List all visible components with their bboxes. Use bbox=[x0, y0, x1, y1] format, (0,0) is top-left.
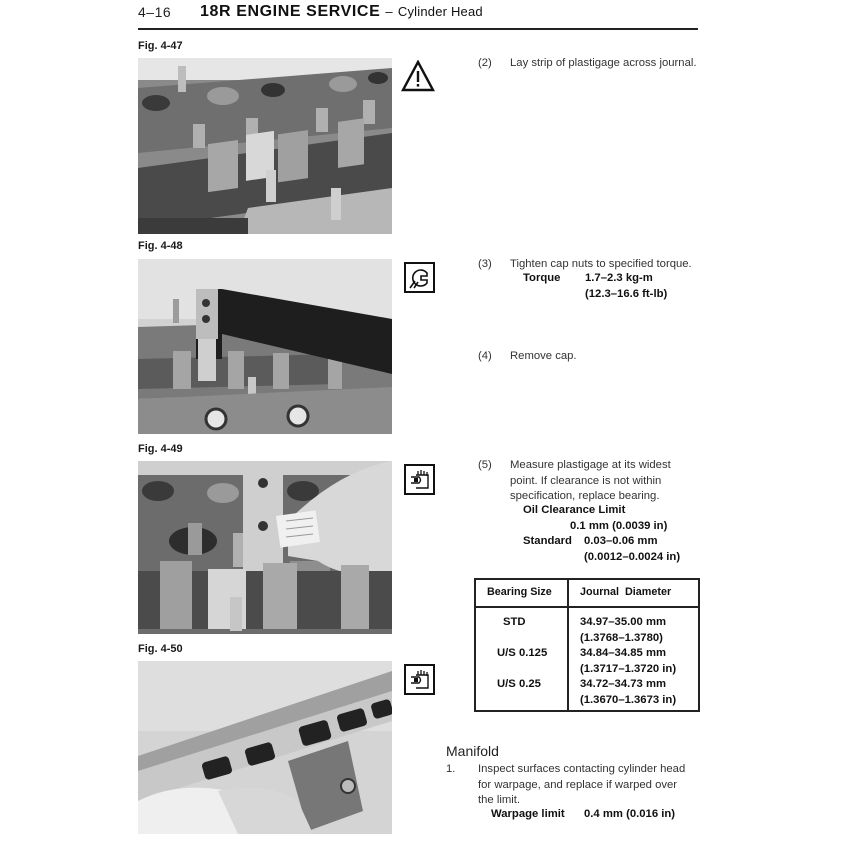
figure-photo-4-48 bbox=[138, 259, 392, 434]
table-header-journal-diameter: Journal Diameter bbox=[580, 586, 672, 598]
figure-label-4-49: Fig. 4-49 bbox=[138, 443, 183, 455]
step-5 bbox=[478, 458, 701, 506]
oil-clearance-value: 0.1 mm (0.0039 in) bbox=[570, 520, 668, 532]
step-3 bbox=[478, 257, 708, 273]
page-title bbox=[200, 3, 483, 21]
table-cell-in: (1.3768–1.3780) bbox=[580, 632, 663, 644]
hand-measure-icon bbox=[404, 464, 435, 495]
warpage-limit-value: 0.4 mm (0.016 in) bbox=[584, 808, 676, 820]
torque-label: Torque bbox=[523, 272, 561, 284]
table-cell-in: (1.3670–1.3673 in) bbox=[580, 694, 677, 706]
step-number: (4) bbox=[478, 350, 492, 362]
hand-measure-icon bbox=[404, 664, 435, 695]
step-number: (2) bbox=[478, 57, 492, 69]
table-cell-size: U/S 0.25 bbox=[497, 678, 541, 690]
title-separator: – bbox=[385, 4, 393, 19]
figure-photo-4-49 bbox=[138, 461, 392, 634]
step-text: Lay strip of plastigage across journal. bbox=[510, 57, 697, 69]
table-divider bbox=[567, 578, 569, 712]
table-header-bearing-size: Bearing Size bbox=[487, 586, 552, 598]
page-number: 4–16 bbox=[138, 4, 172, 20]
standard-value: 0.03–0.06 mm bbox=[584, 535, 658, 547]
torque-value: 1.7–2.3 kg-m bbox=[585, 272, 653, 284]
step-text-line2: point. If clearance is not within bbox=[510, 474, 662, 487]
oil-clearance-label: Oil Clearance Limit bbox=[523, 504, 626, 516]
step-text-line2: for warpage, and replace if warped over bbox=[478, 778, 678, 791]
section-title: 18R ENGINE SERVICE bbox=[200, 3, 381, 20]
step-number: (5) bbox=[478, 459, 492, 471]
table-cell-mm: 34.97–35.00 mm bbox=[580, 616, 667, 628]
table-cell-mm: 34.84–34.85 mm bbox=[580, 647, 667, 659]
step-text: Remove cap. bbox=[510, 350, 577, 362]
standard-value-imperial: (0.0012–0.0024 in) bbox=[584, 551, 681, 563]
standard-label: Standard bbox=[523, 535, 572, 547]
step-4 bbox=[478, 349, 708, 365]
figure-photo-4-50 bbox=[138, 661, 392, 834]
step-text-line1: Inspect surfaces contacting cylinder head bbox=[478, 763, 686, 775]
figure-label-4-48: Fig. 4-48 bbox=[138, 240, 183, 252]
wrench-torque-icon bbox=[404, 262, 435, 293]
step-number: 1. bbox=[446, 763, 456, 775]
table-cell-size: U/S 0.125 bbox=[497, 647, 548, 659]
bearing-size-table bbox=[474, 578, 700, 712]
figure-label-4-50: Fig. 4-50 bbox=[138, 643, 183, 655]
torque-value-imperial: (12.3–16.6 ft-lb) bbox=[585, 288, 668, 300]
figure-label-4-47: Fig. 4-47 bbox=[138, 40, 183, 52]
warpage-limit-label: Warpage limit bbox=[491, 808, 565, 820]
section-subtitle: Cylinder Head bbox=[397, 4, 483, 19]
section-heading-manifold: Manifold bbox=[446, 743, 499, 759]
step-text-line3: the limit. bbox=[478, 794, 521, 806]
step-text: Tighten cap nuts to specified torque. bbox=[510, 258, 692, 270]
step-2 bbox=[478, 56, 708, 72]
table-cell-in: (1.3717–1.3720 in) bbox=[580, 663, 677, 675]
manifold-step-1 bbox=[446, 762, 701, 810]
header-rule bbox=[138, 28, 698, 30]
table-header-rule bbox=[474, 606, 700, 608]
table-cell-size: STD bbox=[503, 616, 526, 628]
table-cell-mm: 34.72–34.73 mm bbox=[580, 678, 667, 690]
step-number: (3) bbox=[478, 258, 492, 270]
step-text-line3: specification, replace bearing. bbox=[510, 490, 660, 502]
figure-photo-4-47 bbox=[138, 58, 392, 234]
caution-triangle-icon bbox=[401, 60, 435, 92]
step-text-line1: Measure plastigage at its widest bbox=[510, 459, 671, 471]
